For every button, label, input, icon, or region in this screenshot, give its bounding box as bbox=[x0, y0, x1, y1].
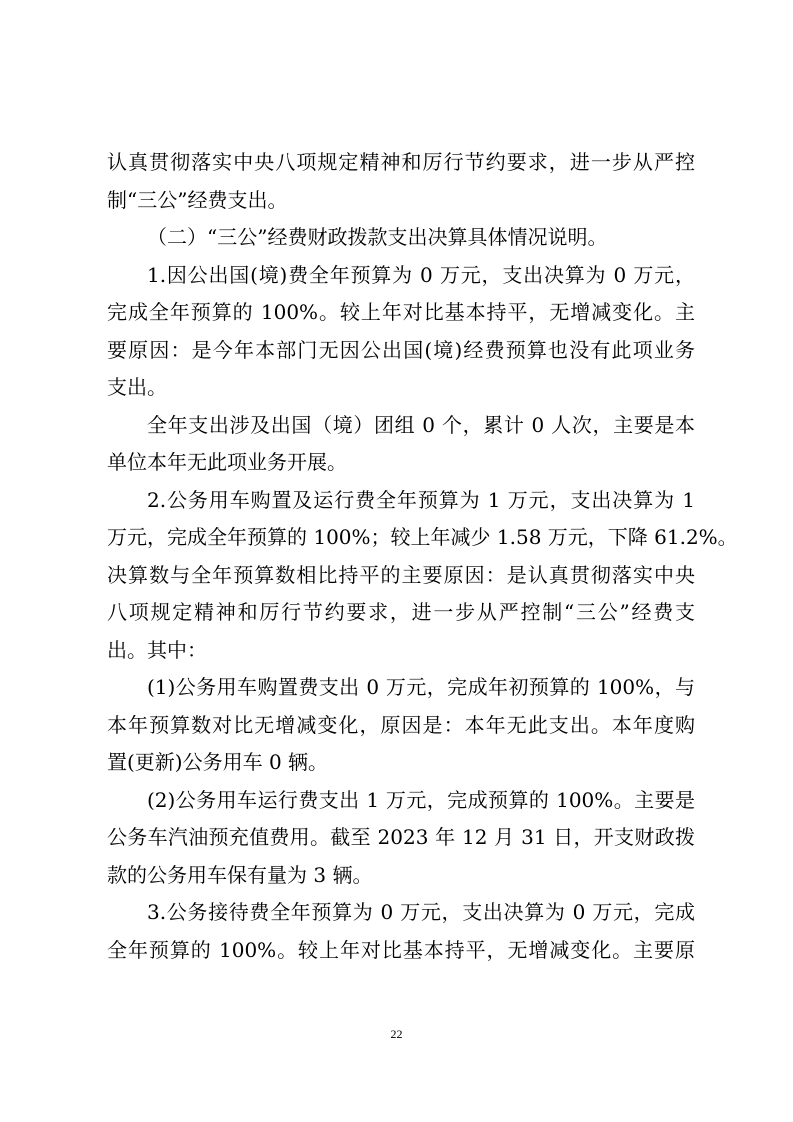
text-line: 认真贯彻落实中央八项规定精神和厉行节约要求，进一步从严控 bbox=[107, 150, 695, 174]
text-line: 完成全年预算的 100%。较上年对比基本持平，无增减变化。主 bbox=[107, 300, 695, 324]
text-line: 全年支出涉及出国（境）团组 0 个，累计 0 人次，主要是本 bbox=[147, 413, 695, 437]
text-line: 款的公务用车保有量为 3 辆。 bbox=[107, 863, 373, 887]
text-line: 要原因：是今年本部门无因公出国(境)经费预算也没有此项业务 bbox=[107, 338, 695, 362]
section-heading: （二）“三公”经费财政拨款支出决算具体情况说明。 bbox=[147, 225, 608, 249]
text-line: 1.因公出国(境)费全年预算为 0 万元，支出决算为 0 万元， bbox=[147, 263, 695, 287]
text-line: 3.公务接待费全年预算为 0 万元，支出决算为 0 万元，完成 bbox=[147, 900, 695, 924]
text-line: 制“三公”经费支出。 bbox=[107, 188, 288, 212]
text-line: 公务车汽油预充值费用。截至 2023 年 12 月 31 日，开支财政拨 bbox=[107, 825, 695, 849]
text-line: 本年预算数对比无增减变化，原因是：本年无此支出。本年度购 bbox=[107, 713, 695, 737]
text-line: 置(更新)公务用车 0 辆。 bbox=[107, 750, 329, 774]
text-line: 支出。 bbox=[107, 375, 167, 399]
text-line: (1)公务用车购置费支出 0 万元，完成年初预算的 100%，与 bbox=[147, 675, 695, 699]
text-line: 决算数与全年预算数相比持平的主要原因：是认真贯彻落实中央 bbox=[107, 563, 695, 587]
text-line: 万元，完成全年预算的 100%；较上年减少 1.58 万元，下降 61.2%。 bbox=[107, 525, 738, 549]
text-line: 单位本年无此项业务开展。 bbox=[107, 450, 347, 474]
page-number: 22 bbox=[390, 1027, 403, 1041]
text-line: 出。其中： bbox=[107, 638, 207, 662]
text-line: 2.公务用车购置及运行费全年预算为 1 万元，支出决算为 1 bbox=[147, 488, 695, 512]
text-line: (2)公务用车运行费支出 1 万元，完成预算的 100%。主要是 bbox=[147, 788, 695, 812]
text-line: 八项规定精神和厉行节约要求，进一步从严控制“三公”经费支 bbox=[107, 600, 695, 624]
text-line: 全年预算的 100%。较上年对比基本持平，无增减变化。主要原 bbox=[107, 938, 695, 962]
